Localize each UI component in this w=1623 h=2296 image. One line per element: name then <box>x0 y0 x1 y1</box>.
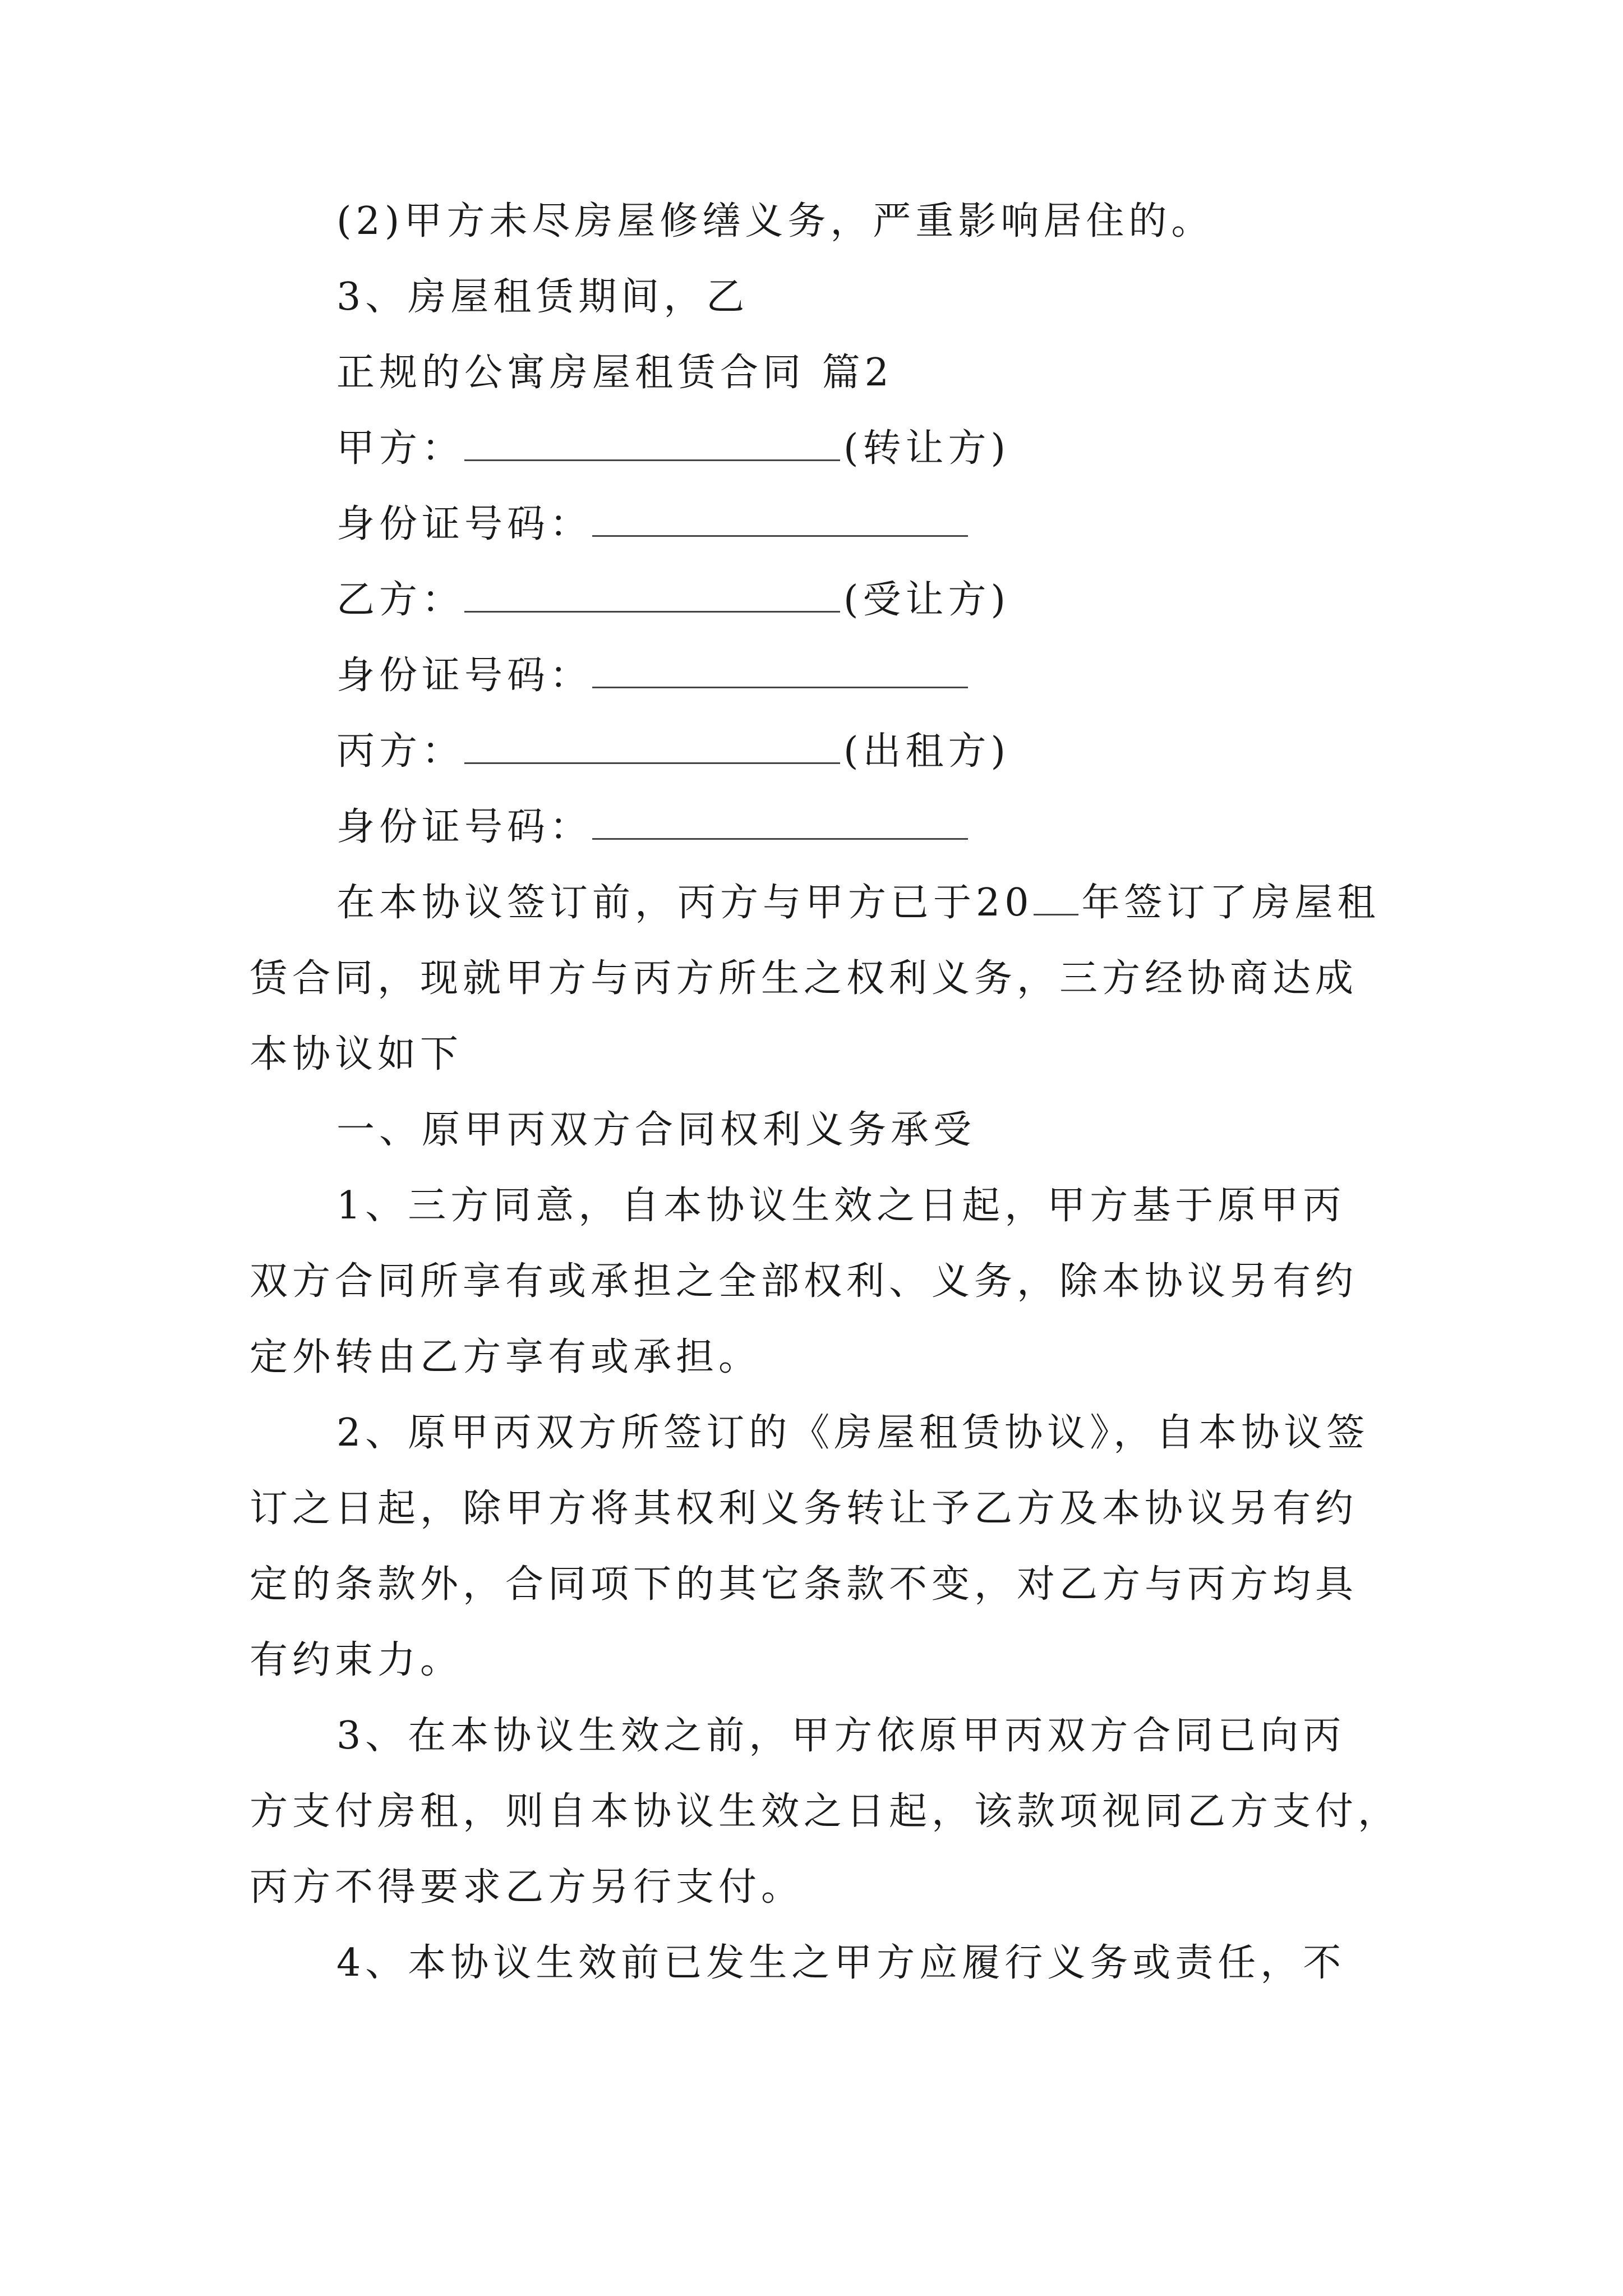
party-role: (转让方) <box>843 426 1011 471</box>
paragraph-line <box>250 1254 1358 1310</box>
paragraph-line <box>250 951 1358 1007</box>
paragraph-line <box>250 1027 463 1083</box>
party-line <box>336 421 1010 477</box>
section-title <box>336 345 893 401</box>
text-line: 本协议如下 <box>250 1032 463 1076</box>
fill-in-blank <box>464 730 840 764</box>
party-line <box>336 572 1010 628</box>
id-number-line <box>336 648 971 704</box>
fill-in-blank <box>592 806 968 840</box>
party-line <box>336 724 1010 780</box>
party-label: 丙方： <box>336 729 465 774</box>
text-line: 订之日起，除甲方将其权利义务转让予乙方及本协议另有约 <box>250 1487 1358 1531</box>
text-line: 定外转由乙方享有或承担。 <box>250 1335 762 1379</box>
text-line: 1、三方同意，自本协议生效之日起，甲方基于原甲丙 <box>336 1184 1346 1228</box>
text-line: 赁合同，现就甲方与丙方所生之权利义务，三方经协商达成 <box>250 956 1358 1001</box>
id-number-line <box>336 799 971 855</box>
fill-in-blank <box>464 578 840 613</box>
paragraph-line <box>250 1557 1358 1613</box>
party-label: 乙方： <box>336 578 465 622</box>
paragraph-line <box>336 1178 1345 1234</box>
id-label: 身份证号码： <box>336 654 593 698</box>
clause-line <box>336 194 1214 250</box>
text-line: 双方合同所享有或承担之全部权利、义务，除本协议另有约 <box>250 1259 1358 1304</box>
party-role: (受让方) <box>843 578 1011 622</box>
paragraph-line <box>250 1860 804 1916</box>
id-label: 身份证号码： <box>336 805 593 849</box>
section-heading <box>336 1102 976 1158</box>
text-line: 4、本协议生效前已发生之甲方应履行义务或责任，不 <box>336 1941 1346 1985</box>
id-number-line <box>336 496 971 553</box>
text-line: 有约束力。 <box>250 1638 463 1682</box>
clause-line <box>336 269 749 325</box>
paragraph-line <box>336 1405 1369 1461</box>
paragraph-line <box>336 1708 1345 1764</box>
text-line: 3、房屋租赁期间，乙 <box>336 275 749 319</box>
paragraph-line <box>336 1935 1345 1991</box>
text-line: 在本协议签订前，丙方与甲方已于20 <box>336 881 1034 925</box>
text-line: 丙方不得要求乙方另行支付。 <box>250 1865 804 1910</box>
fill-in-blank <box>464 427 840 461</box>
fill-in-blank <box>592 654 968 688</box>
id-label: 身份证号码： <box>336 502 593 546</box>
text-line: 年签订了房屋租 <box>1081 881 1380 925</box>
text-line: 方支付房租，则自本协议生效之日起，该款项视同乙方支付， <box>250 1789 1401 1834</box>
text-line: 3、在本协议生效之前，甲方依原甲丙双方合同已向丙 <box>336 1714 1346 1758</box>
party-role: (出租方) <box>843 729 1011 774</box>
text-line: 正规的公寓房屋租赁合同 篇2 <box>336 351 893 395</box>
fill-in-blank <box>1034 881 1078 915</box>
paragraph-line <box>250 1329 761 1386</box>
text-line: 定的条款外，合同项下的其它条款不变，对乙方与丙方均具 <box>250 1562 1358 1607</box>
party-label: 甲方： <box>336 426 465 471</box>
text-line: 2、原甲丙双方所签订的《房屋租赁协议》，自本协议签 <box>336 1411 1370 1455</box>
text-line: (2)甲方未尽房屋修缮义务，严重影响居住的。 <box>336 199 1214 243</box>
paragraph-line <box>250 1632 463 1688</box>
fill-in-blank <box>592 503 968 537</box>
paragraph-line <box>336 875 1380 931</box>
paragraph-line <box>250 1784 1400 1840</box>
paragraph-line <box>250 1481 1358 1537</box>
text-line: 一、原甲丙双方合同权利义务承受 <box>336 1108 976 1152</box>
